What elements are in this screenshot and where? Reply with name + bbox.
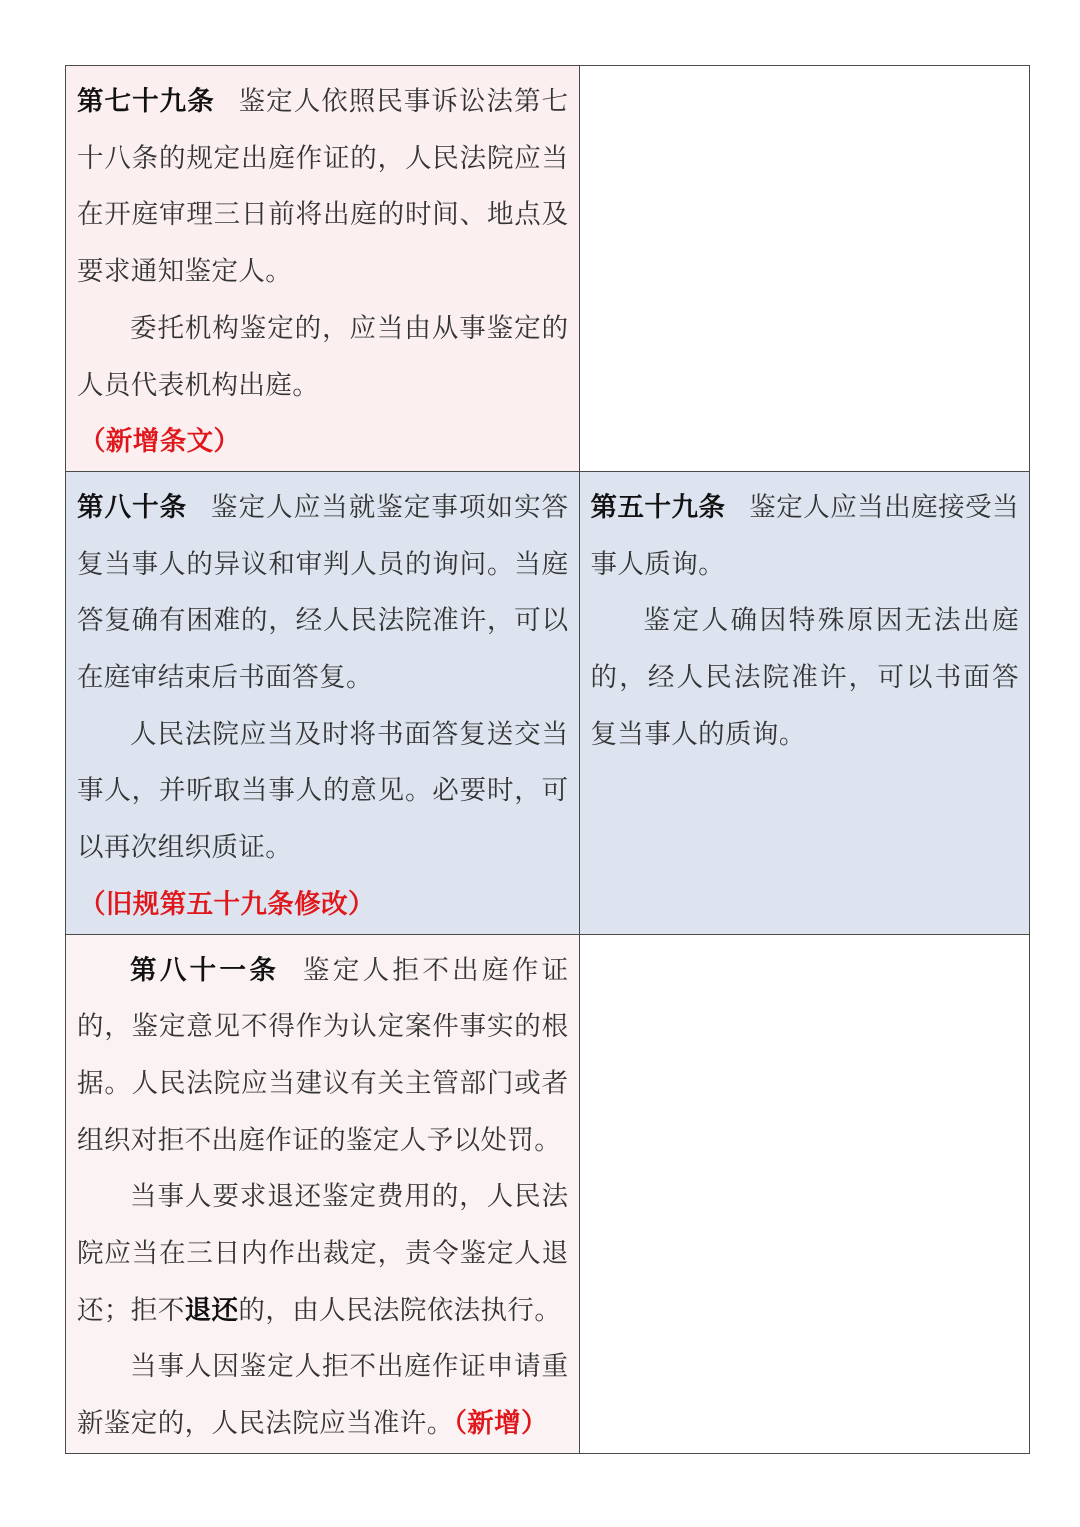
article-text: 鉴定人应当出庭接受当事人质询。 bbox=[590, 491, 1020, 580]
article-paragraph: 人民法院应当及时将书面答复送交当事人，并听取当事人的意见。必要时，可以再次组织质证。 bbox=[77, 718, 569, 864]
new-provision-cell bbox=[66, 934, 580, 1453]
article-paragraph: 鉴定人确因特殊原因无法出庭的，经人民法院准许，可以书面答复当事人的质询。 bbox=[590, 605, 1019, 750]
new-provision-cell bbox=[66, 66, 580, 472]
old-provision-cell-empty bbox=[579, 66, 1029, 472]
change-note: （新增） bbox=[453, 1408, 548, 1440]
article-paragraph bbox=[77, 943, 569, 1170]
article-number: 第八十条 bbox=[77, 491, 188, 523]
article-text: 鉴定人应当就鉴定事项如实答复当事人的异议和审判人员的询问。当庭答复确有困难的，经人民法院准许，可以在庭审结束后书面答复。 bbox=[77, 491, 569, 694]
article-paragraph bbox=[77, 74, 569, 301]
emphasized-text: 退还 bbox=[184, 1294, 239, 1326]
table-row bbox=[66, 471, 1030, 934]
old-provision-cell-empty bbox=[579, 934, 1029, 1453]
article-paragraph bbox=[77, 480, 569, 707]
article-paragraph: 委托机构鉴定的，应当由从事鉴定的人员代表机构出庭。 bbox=[77, 312, 569, 401]
comparison-table bbox=[65, 65, 1030, 1454]
table-row bbox=[66, 934, 1030, 1453]
change-note: （新增条文） bbox=[79, 426, 241, 458]
article-text: 鉴定人拒不出庭作证的，鉴定意见不得作为认定案件事实的根据。人民法院应当建议有关主管部门或者组织对拒不出庭作证的鉴定人予以处罚。 bbox=[77, 954, 569, 1156]
article-paragraph bbox=[591, 480, 1019, 593]
article-number: 第八十一条 bbox=[130, 954, 280, 986]
article-number: 第七十九条 bbox=[77, 86, 215, 117]
article-paragraph: 当事人因鉴定人拒不出庭作证申请重新鉴定的，人民法院应当准许。（新增） bbox=[77, 1351, 569, 1440]
article-number: 第五十九条 bbox=[590, 491, 726, 523]
new-provision-cell bbox=[66, 471, 580, 934]
article-text: 鉴定人依照民事诉讼法第七十八条的规定出庭作证的，人民法院应当在开庭审理三日前将出庭的时间、地点及要求通知鉴定人。 bbox=[77, 86, 569, 288]
article-paragraph: 当事人要求退还鉴定费用的，人民法院应当在三日内作出裁定，责令鉴定人退还；拒不退还的，由人民法院依法执行。 bbox=[77, 1181, 569, 1326]
change-note: （旧规第五十九条修改） bbox=[79, 888, 375, 920]
table-row bbox=[66, 66, 1030, 472]
old-provision-cell bbox=[579, 471, 1029, 934]
